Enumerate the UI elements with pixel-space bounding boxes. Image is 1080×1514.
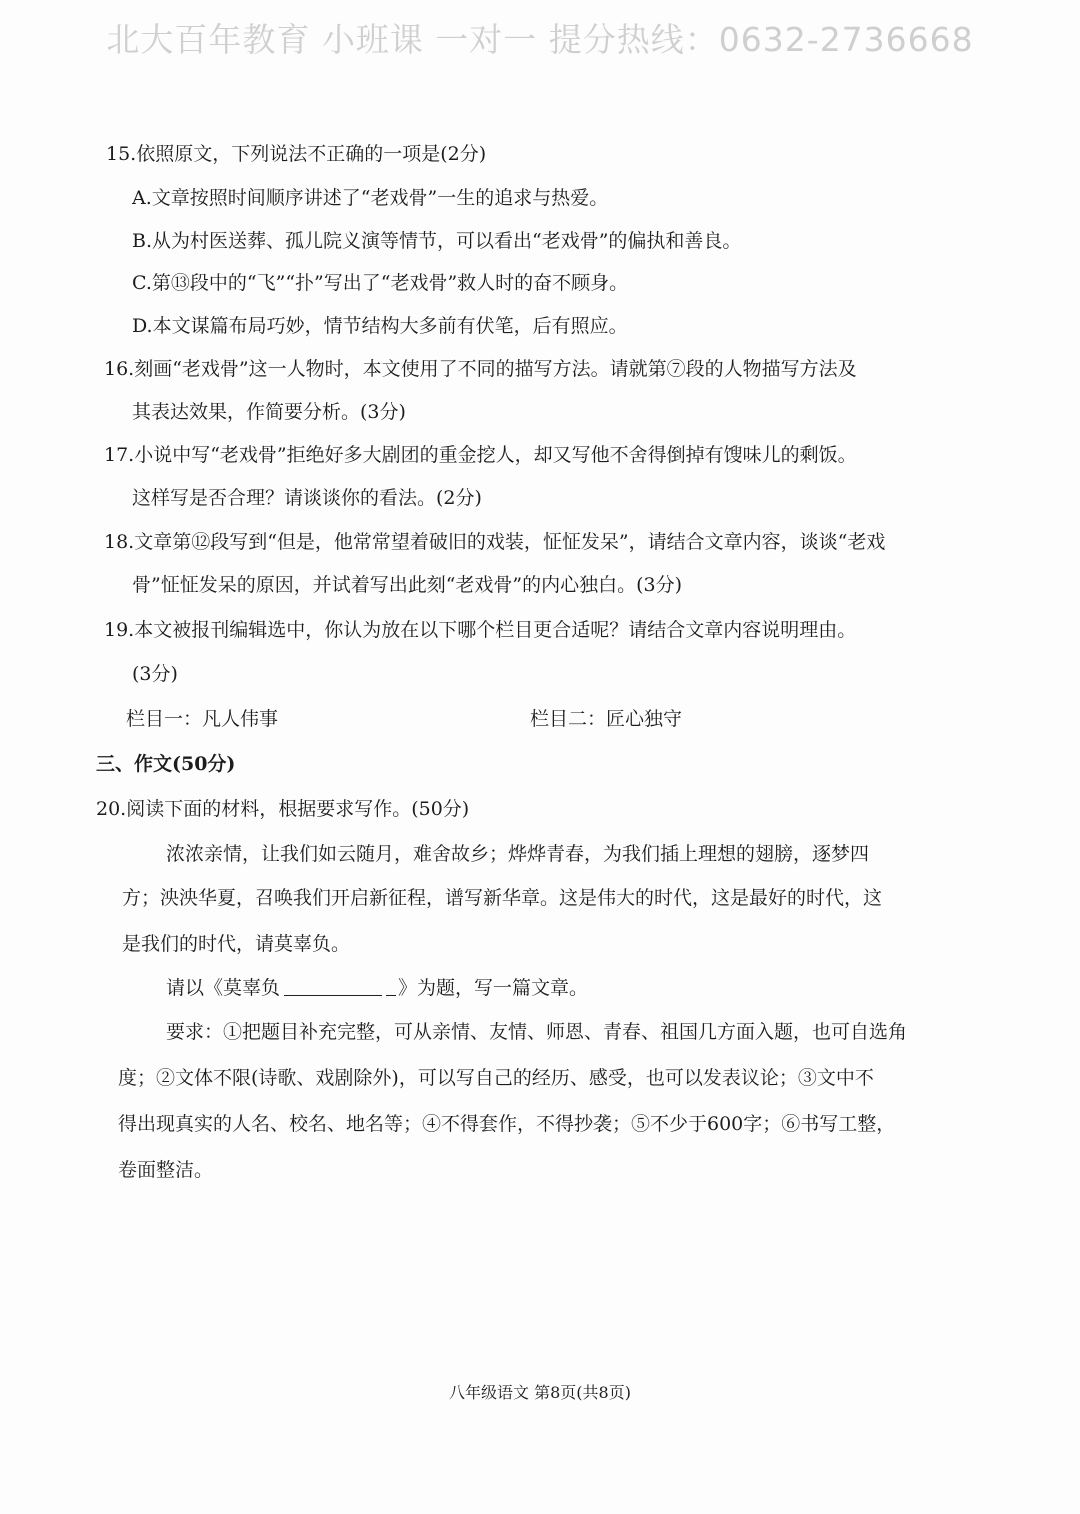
question-20-stem: 20.阅读下面的材料，根据要求写作。(50分) [96, 798, 470, 820]
column-option-1: 栏目一：凡人伟事 [126, 708, 279, 730]
material-line-3: 是我们的时代，请莫辜负。 [122, 933, 351, 955]
essay-title-line [166, 976, 588, 1000]
question-15-stem: 15.依照原文，下列说法不正确的一项是(2分) [106, 143, 487, 165]
material-line-1: 浓浓亲情，让我们如云随月，难舍故乡；烨烨青春，为我们插上理想的翅膀，逐梦四 [166, 843, 870, 865]
section-heading-essay: 三、作文(50分) [96, 753, 236, 775]
question-17-line1: 17.小说中写“老戏骨”拒绝好多大剧团的重金挖人，却又写他不舍得倒掉有馊味儿的剩饭。 [104, 444, 857, 466]
requirements-line-4: 卷面整洁。 [118, 1159, 214, 1181]
watermark: 北大百年教育 小班课 一对一 提分热线：0632-2736668 [106, 20, 974, 59]
question-15-option-a: A.文章按照时间顺序讲述了“老戏骨”一生的追求与热爱。 [132, 187, 609, 209]
question-19-line2: (3分) [132, 663, 178, 685]
material-line-2: 方；泱泱华夏，召唤我们开启新征程，谱写新华章。这是伟大的时代，这是最好的时代，这 [122, 887, 883, 909]
question-17-line2: 这样写是否合理？请谈谈你的看法。(2分) [132, 487, 482, 509]
question-18-line2: 骨”怔怔发呆的原因，并试着写出此刻“老戏骨”的内心独白。(3分) [132, 574, 683, 596]
requirements-line-2: 度；②文体不限(诗歌、戏剧除外)，可以写自己的经历、感受，也可以发表议论；③文中不 [118, 1067, 874, 1089]
title-blank-short [386, 977, 396, 996]
question-15-option-c: C.第⑬段中的“飞”“扑”写出了“老戏骨”救人时的奋不顾身。 [132, 272, 629, 294]
question-16-line1: 16.刻画“老戏骨”这一人物时，本文使用了不同的描写方法。请就第⑦段的人物描写方法及 [104, 358, 857, 380]
title-blank [284, 977, 382, 996]
requirements-line-1: 要求：①把题目补充完整，可从亲情、友情、师恩、青春、祖国几方面入题，也可自选角 [166, 1021, 908, 1043]
column-option-2: 栏目二：匠心独守 [530, 708, 683, 730]
essay-title-suffix: 》为题，写一篇文章。 [398, 977, 589, 999]
question-19-line1: 19.本文被报刊编辑选中，你认为放在以下哪个栏目更合适呢？请结合文章内容说明理由。 [104, 619, 857, 641]
question-15-option-d: D.本文谋篇布局巧妙，情节结构大多前有伏笔，后有照应。 [132, 315, 628, 337]
page-footer: 八年级语文 第8页(共8页) [449, 1383, 631, 1402]
essay-title-prefix: 请以《莫辜负 [166, 977, 281, 999]
question-18-line1: 18.文章第⑫段写到“但是，他常常望着破旧的戏装，怔怔发呆”，请结合文章内容，谈谈“老戏 [104, 531, 886, 553]
question-15-option-b: B.从为村医送葬、孤儿院义演等情节，可以看出“老戏骨”的偏执和善良。 [132, 230, 742, 252]
question-16-line2: 其表达效果，作简要分析。(3分) [132, 401, 406, 423]
requirements-line-3: 得出现真实的人名、校名、地名等；④不得套作，不得抄袭；⑤不少于600字；⑥书写工整， [118, 1113, 896, 1135]
